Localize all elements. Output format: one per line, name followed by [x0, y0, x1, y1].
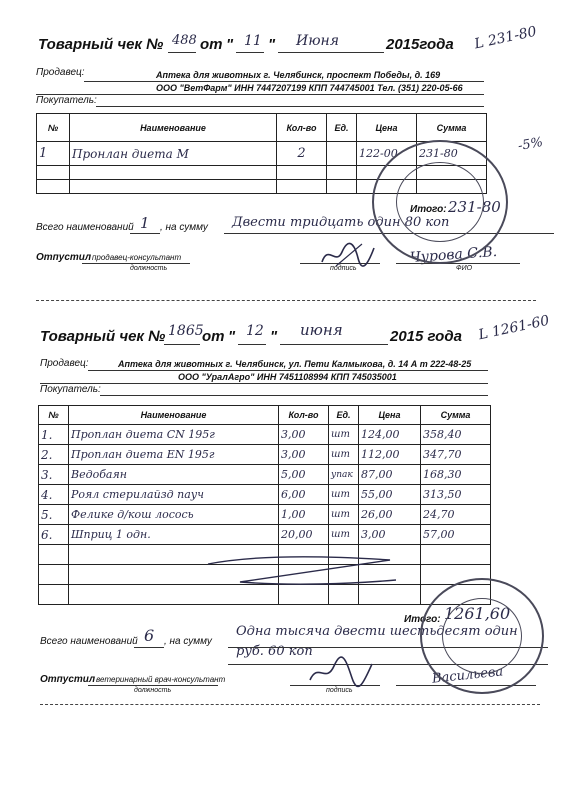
receipt2-total-value: 1261,60 — [444, 604, 511, 623]
cell-unit — [327, 180, 357, 194]
receipt1-day: 11 — [244, 33, 262, 49]
cell-qty: 3,00 — [279, 425, 329, 445]
cross-out-stroke — [200, 546, 400, 596]
header-sum: Сумма — [417, 114, 487, 142]
header-number: № — [39, 406, 69, 425]
cell-name: Фелике д/кош лосось — [69, 505, 279, 525]
cell-sum: 358,40 — [421, 425, 491, 445]
receipt2-total-label: Итого: — [404, 614, 441, 625]
cell-unit — [327, 142, 357, 166]
receipt1-fio-label: ФИО — [456, 265, 473, 272]
cell-unit: шт — [329, 525, 359, 545]
receipt1-fio-value: Чурова С.В. — [409, 243, 498, 267]
cell-sum: 57,00 — [421, 525, 491, 545]
receipt2-sum-words: Одна тысяча двести шестьдесят один руб. 60 коп — [236, 624, 518, 659]
receipt1-corner-note: L 231-80 — [473, 23, 538, 53]
receipt1-discount-note: -5% — [516, 134, 545, 155]
receipt2-year: 2015 года — [390, 328, 462, 345]
bottom-dash-line — [40, 704, 540, 705]
cell-qty: 3,00 — [279, 445, 329, 465]
table-header-row — [37, 114, 487, 142]
quote-open: " — [228, 328, 236, 345]
receipt2-from: от — [202, 328, 225, 345]
receipt2-count-value: 6 — [144, 626, 155, 645]
receipt1-sum-label: , на сумму — [160, 222, 208, 233]
title-prefix: Товарный чек № — [38, 36, 164, 53]
cell-unit: шт — [329, 505, 359, 525]
header-name: Наименование — [69, 406, 279, 425]
cell-unit: шт — [329, 485, 359, 505]
cell-qty — [277, 166, 327, 180]
cell-unit — [327, 166, 357, 180]
header-number: № — [37, 114, 70, 142]
cell-price: 122-00 — [357, 142, 417, 166]
receipt1-month: Июня — [296, 33, 340, 49]
round-stamp-2 — [420, 578, 544, 694]
receipt2-issued-label: Отпустил — [40, 674, 96, 685]
receipt2-number: 1865 — [168, 323, 204, 339]
cell-name: Роял стерилайзд пауч — [69, 485, 279, 505]
cell-qty: 2 — [277, 142, 327, 166]
cell-number: 1 — [37, 142, 70, 166]
cell-number — [39, 565, 69, 585]
quote-close: " — [270, 328, 278, 345]
header-name: Наименование — [70, 114, 277, 142]
cell-unit: шт — [329, 445, 359, 465]
cell-name: Проплан диета EN 195г — [69, 445, 279, 465]
cell-price: 55,00 — [359, 485, 421, 505]
tear-line — [36, 300, 536, 301]
receipt1-total-label: Итого: — [410, 204, 447, 215]
table-header-row — [39, 406, 491, 425]
signature-2 — [306, 656, 376, 688]
header-unit: Ед. — [329, 406, 359, 425]
receipt2-day: 12 — [246, 323, 264, 339]
receipt2-seller-label: Продавец: — [40, 358, 89, 369]
table-row — [39, 485, 491, 505]
cell-number: 4. — [39, 485, 69, 505]
table-row — [39, 425, 491, 445]
cell-name: Ведобаян — [69, 465, 279, 485]
cell-price: 124,00 — [359, 425, 421, 445]
cell-number: 3. — [39, 465, 69, 485]
cell-number — [39, 585, 69, 605]
cell-sum — [421, 545, 491, 565]
header-unit: Ед. — [327, 114, 357, 142]
cell-price: 87,00 — [359, 465, 421, 485]
cell-name: Пронлан диета М — [70, 142, 277, 166]
header-qty: Кол-во — [277, 114, 327, 142]
cell-price: 3,00 — [359, 525, 421, 545]
receipt1-count-label: Всего наименований — [36, 222, 134, 233]
receipt1-sum-words: Двести тридцать один 80 коп — [232, 215, 450, 230]
cell-name: Проплан диета CN 195г — [69, 425, 279, 445]
cell-name — [70, 180, 277, 194]
receipt1-position-label: должность — [130, 265, 168, 272]
cell-unit: шт — [329, 425, 359, 445]
receipt1-seller-line1: Аптека для животных г. Челябинск, проспект Победы, д. 169 — [156, 70, 441, 80]
cell-qty — [277, 180, 327, 194]
header-qty: Кол-во — [279, 406, 329, 425]
cell-name — [70, 166, 277, 180]
cell-number — [39, 545, 69, 565]
receipt2-buyer-label: Покупатель: — [40, 384, 101, 395]
receipt1-number: 488 — [172, 33, 197, 48]
receipt2-count-label: Всего наименований — [40, 636, 138, 647]
receipt1-issued-role: продавец-консультант — [92, 253, 182, 262]
receipt1-buyer-label: Покупатель: — [36, 95, 97, 106]
receipt2-fio-value: Васильева — [431, 664, 504, 687]
cell-number — [37, 180, 70, 194]
receipt1-total-value: 231-80 — [448, 198, 501, 216]
cell-qty: 20,00 — [279, 525, 329, 545]
cell-price: 26,00 — [359, 505, 421, 525]
receipt2-month: июня — [300, 321, 343, 339]
receipt2-seller-line1: Аптека для животных г. Челябинск, ул. Пети Калмыкова, д. 14 А т 222-48-25 — [118, 359, 472, 369]
table-row — [39, 445, 491, 465]
cell-sum: 231-80 — [417, 142, 487, 166]
cell-number — [37, 166, 70, 180]
header-price: Цена — [359, 406, 421, 425]
cell-number: 5. — [39, 505, 69, 525]
header-price: Цена — [357, 114, 417, 142]
cell-sum: 313,50 — [421, 485, 491, 505]
quote-open: " — [226, 36, 234, 53]
receipt2-corner-note: L 1261-60 — [477, 312, 551, 344]
table-row — [39, 465, 491, 485]
receipt1-seller-label: Продавец: — [36, 67, 85, 78]
receipt2-issued-role: ветеринарный врач-консультант — [96, 675, 226, 684]
cell-number: 1. — [39, 425, 69, 445]
receipt1-signature-label: подпись — [330, 265, 357, 272]
signature-1 — [318, 240, 378, 270]
receipt1-count-value: 1 — [140, 214, 150, 232]
cell-sum: 347,70 — [421, 445, 491, 465]
round-stamp-1 — [372, 140, 508, 267]
receipt2-sum-label: , на сумму — [164, 636, 212, 647]
cell-sum: 168,30 — [421, 465, 491, 485]
cell-sum: 24,70 — [421, 505, 491, 525]
receipt2-title: Товарный чек № — [40, 328, 166, 345]
receipt2-signature-label: подпись — [326, 687, 353, 694]
receipt1-issued-label: Отпустил — [36, 252, 92, 263]
cell-qty: 6,00 — [279, 485, 329, 505]
receipt2-seller-line2: ООО "УралАгро" ИНН 7451108994 КПП 745035001 — [178, 372, 397, 382]
quote-close: " — [268, 36, 276, 53]
receipt2-position-label: должность — [134, 687, 172, 694]
cell-unit: упак — [329, 465, 359, 485]
cell-name: Шприц 1 одн. — [69, 525, 279, 545]
receipt1-year: 2015года — [386, 36, 454, 53]
receipt1-title — [38, 36, 163, 53]
cell-number: 2. — [39, 445, 69, 465]
receipt1-seller-line2: ООО "ВетФарм" ИНН 7447207199 КПП 744745001 Тел. (351) 220-05-66 — [156, 83, 463, 93]
table-row — [39, 505, 491, 525]
cell-qty: 5,00 — [279, 465, 329, 485]
header-sum: Сумма — [421, 406, 491, 425]
cell-number: 6. — [39, 525, 69, 545]
receipt1-from: от — [200, 36, 223, 53]
cell-price: 112,00 — [359, 445, 421, 465]
cell-qty: 1,00 — [279, 505, 329, 525]
table-row — [39, 525, 491, 545]
